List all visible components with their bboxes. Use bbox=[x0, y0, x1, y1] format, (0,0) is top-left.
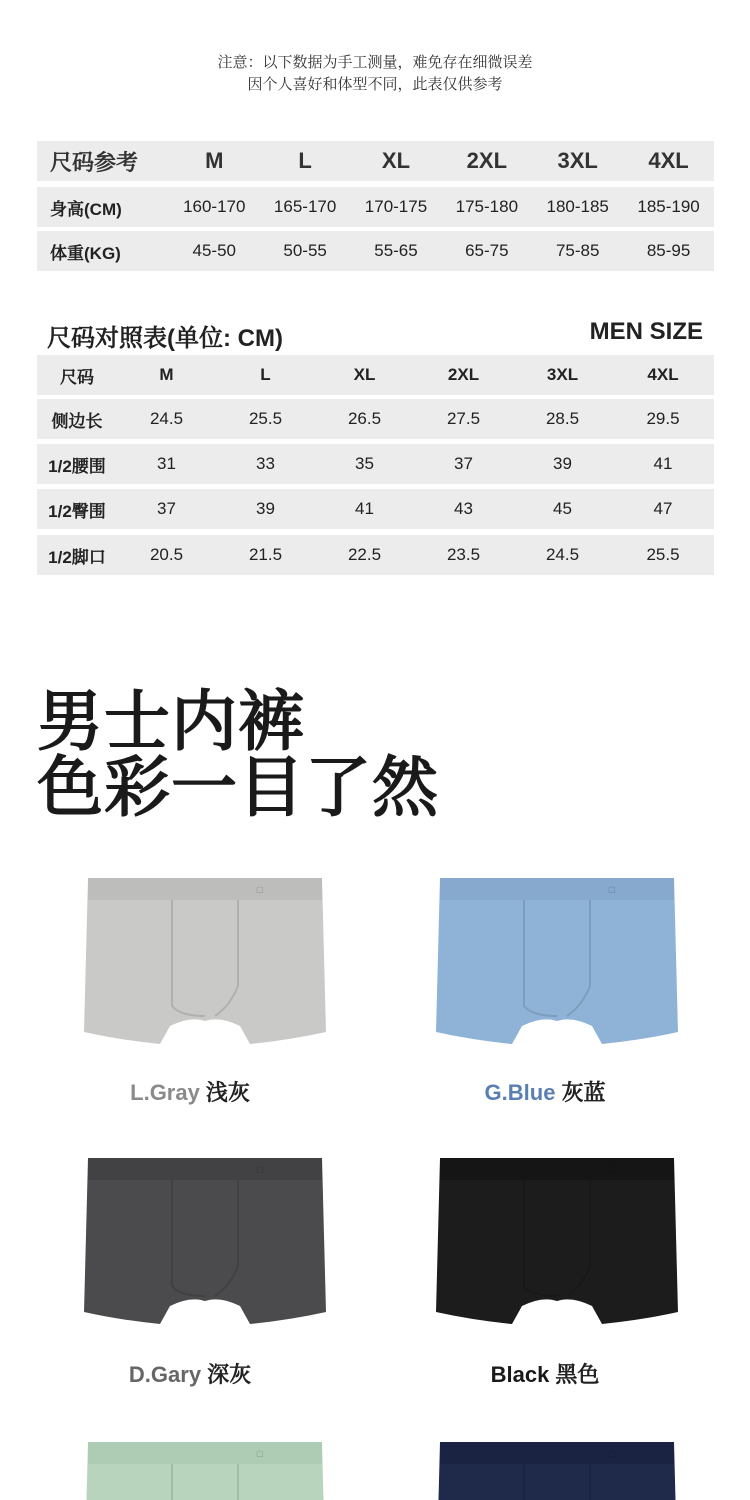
size-chart-cell: 43 bbox=[454, 499, 473, 518]
brief-image bbox=[80, 876, 330, 1051]
size-chart-title: 尺码对照表(单位: CM) bbox=[47, 325, 283, 352]
size-chart-cell: 39 bbox=[553, 454, 572, 473]
size-chart-cell: 41 bbox=[355, 499, 374, 518]
size-ref-cell: 体重(KG) bbox=[50, 243, 121, 263]
size-ref-cell: 165-170 bbox=[273, 197, 337, 216]
size-ref-row-weight bbox=[37, 231, 714, 271]
brief-image bbox=[432, 876, 682, 1051]
headline-line-2: 色彩一目了然 bbox=[37, 750, 439, 824]
size-chart-cell: 35 bbox=[355, 454, 374, 473]
brief-logo-mark: ▢ bbox=[608, 1165, 616, 1174]
size-chart-subtitle: MEN SIZE bbox=[589, 318, 703, 345]
size-ref-header-cell: L bbox=[298, 148, 312, 173]
size-chart-row bbox=[37, 535, 714, 575]
size-chart-cell: 45 bbox=[553, 499, 572, 518]
section-headline bbox=[37, 684, 439, 824]
brief-body bbox=[436, 878, 678, 1044]
brief-waistband bbox=[88, 1442, 322, 1464]
size-chart-header-row bbox=[37, 355, 714, 395]
brief-body bbox=[436, 1158, 678, 1324]
color-label-en: D.Gary bbox=[128, 1362, 202, 1387]
size-ref-header-row bbox=[37, 141, 714, 181]
size-chart-cell: 33 bbox=[256, 454, 275, 473]
brief-image bbox=[80, 1156, 330, 1331]
size-chart-cell: 25.5 bbox=[646, 545, 680, 564]
color-label-zh: 灰蓝 bbox=[561, 1080, 606, 1105]
note-line-1: 注意：以下数据为手工测量，难免存在细微误差 bbox=[217, 54, 533, 71]
size-chart-row bbox=[37, 444, 714, 484]
brief-svg bbox=[432, 1156, 682, 1331]
size-ref-row-height bbox=[37, 187, 714, 227]
size-chart-cell: 39 bbox=[256, 499, 275, 518]
size-chart-header-cell: XL bbox=[353, 365, 376, 384]
size-chart-cell: 29.5 bbox=[646, 409, 680, 428]
color-label-en: Black bbox=[490, 1362, 550, 1387]
brief-waistband bbox=[88, 878, 322, 900]
size-ref-cell: 85-95 bbox=[646, 241, 691, 260]
size-chart-cell: 24.5 bbox=[149, 409, 184, 428]
size-chart-header-cell: 尺码 bbox=[60, 367, 94, 387]
size-ref-cell: 75-85 bbox=[555, 241, 600, 260]
brief-image bbox=[80, 1440, 330, 1500]
size-chart-header-cell: L bbox=[260, 365, 271, 384]
size-chart-cell: 47 bbox=[653, 499, 673, 518]
brief-logo-mark: ▢ bbox=[256, 885, 264, 894]
size-chart-header-cell: 4XL bbox=[647, 365, 679, 384]
brief-svg bbox=[80, 1156, 330, 1331]
size-chart-header-cell: M bbox=[159, 365, 174, 384]
color-label bbox=[395, 1358, 695, 1389]
color-label-zh: 深灰 bbox=[207, 1362, 252, 1387]
brief-svg bbox=[80, 1440, 330, 1500]
size-chart-cell: 侧边长 bbox=[51, 411, 103, 431]
size-chart-cell: 1/2腰围 bbox=[48, 456, 106, 476]
brief-image bbox=[432, 1156, 682, 1331]
size-ref-cell: 65-75 bbox=[465, 241, 509, 260]
color-label bbox=[395, 1076, 695, 1107]
brief-logo-mark: ▢ bbox=[256, 1449, 264, 1458]
color-label-zh: 浅灰 bbox=[205, 1080, 250, 1105]
size-chart-cell: 24.5 bbox=[545, 545, 580, 564]
note-line-2: 因个人喜好和体型不同，此表仅供参考 bbox=[247, 76, 503, 93]
brief-logo-mark: ▢ bbox=[256, 1165, 264, 1174]
size-chart-header-cell: 3XL bbox=[546, 365, 579, 384]
brief-svg bbox=[432, 1440, 682, 1500]
size-ref-cell: 55-65 bbox=[374, 241, 418, 260]
size-ref-cell: 180-185 bbox=[546, 197, 609, 216]
size-chart-row bbox=[37, 489, 714, 529]
brief-waistband bbox=[440, 1442, 674, 1464]
color-label bbox=[40, 1358, 340, 1389]
size-chart-cell: 25.5 bbox=[248, 409, 283, 428]
brief-svg bbox=[80, 876, 330, 1051]
size-ref-header-cell: 尺码参考 bbox=[50, 149, 139, 175]
brief-waistband bbox=[88, 1158, 322, 1180]
size-chart-cell: 22.5 bbox=[347, 545, 382, 564]
size-ref-header-cell: XL bbox=[381, 148, 411, 173]
size-ref-cell: 170-175 bbox=[364, 197, 428, 216]
color-label-en: L.Gray bbox=[130, 1080, 200, 1105]
brief-svg bbox=[432, 876, 682, 1051]
brief-body bbox=[84, 878, 326, 1044]
brief-image bbox=[432, 1440, 682, 1500]
size-ref-cell: 160-170 bbox=[183, 197, 246, 216]
measurement-note bbox=[0, 52, 750, 96]
size-chart-cell: 21.5 bbox=[248, 545, 283, 564]
size-chart-cell: 27.5 bbox=[446, 409, 481, 428]
size-ref-header-cell: 4XL bbox=[648, 148, 689, 173]
size-ref-cell: 175-180 bbox=[455, 197, 519, 216]
color-label-en: G.Blue bbox=[484, 1080, 556, 1105]
size-ref-header-cell: 2XL bbox=[466, 148, 508, 173]
brief-logo-mark: ▢ bbox=[608, 1449, 616, 1458]
size-chart-cell: 31 bbox=[157, 454, 176, 473]
size-ref-cell: 185-190 bbox=[637, 197, 700, 216]
size-ref-header-cell: 3XL bbox=[557, 148, 598, 173]
size-chart-cell: 23.5 bbox=[446, 545, 481, 564]
size-ref-cell: 50-55 bbox=[283, 241, 327, 260]
size-chart-header-cell: 2XL bbox=[447, 365, 480, 384]
brief-waistband bbox=[440, 1158, 674, 1180]
headline-line-1: 男士内裤 bbox=[37, 684, 305, 758]
size-chart-cell: 37 bbox=[157, 499, 176, 518]
size-chart-cell: 1/2脚口 bbox=[48, 547, 106, 567]
size-ref-cell: 45-50 bbox=[192, 241, 236, 260]
size-ref-header-cell: M bbox=[205, 148, 224, 173]
size-ref-cell: 身高(CM) bbox=[50, 199, 122, 219]
size-chart-row bbox=[37, 399, 714, 439]
size-chart-cell: 37 bbox=[454, 454, 473, 473]
color-label bbox=[40, 1076, 340, 1107]
brief-logo-mark: ▢ bbox=[608, 885, 616, 894]
brief-waistband bbox=[440, 878, 674, 900]
brief-body bbox=[84, 1158, 326, 1324]
size-chart-cell: 28.5 bbox=[545, 409, 580, 428]
size-chart-cell: 41 bbox=[653, 454, 673, 473]
size-chart-cell: 20.5 bbox=[149, 545, 184, 564]
size-chart-cell: 26.5 bbox=[347, 409, 382, 428]
size-chart-cell: 1/2臀围 bbox=[48, 501, 106, 521]
color-label-zh: 黑色 bbox=[555, 1362, 600, 1387]
